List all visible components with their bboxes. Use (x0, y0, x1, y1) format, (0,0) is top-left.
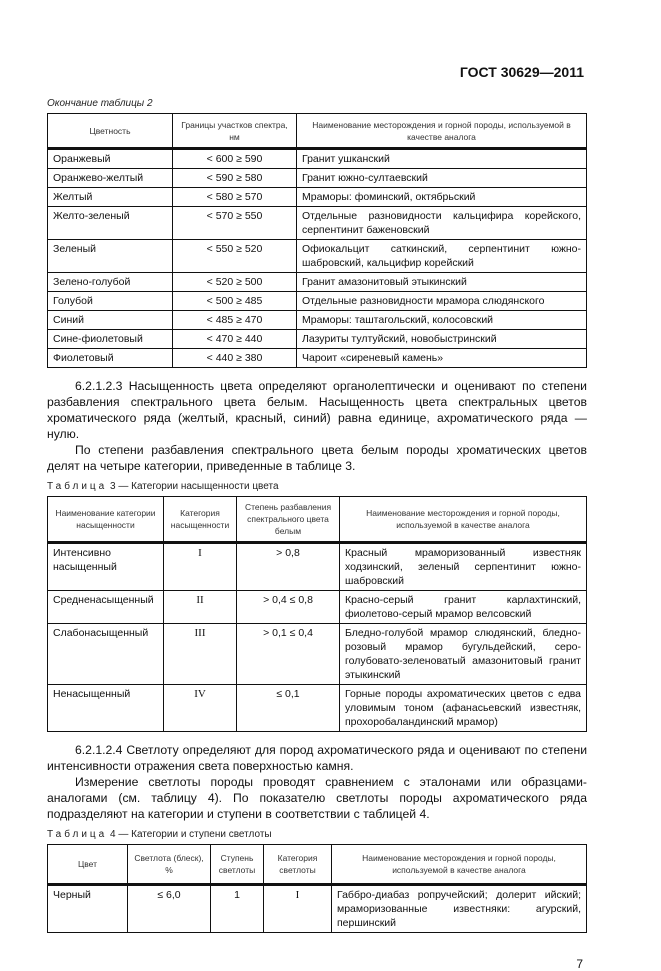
page-number: 7 (576, 957, 583, 971)
table-cell: Черный (48, 885, 128, 933)
table-cell: Желтый (48, 188, 173, 207)
table-cell: Оранжево-желтый (48, 169, 173, 188)
table-row (48, 273, 587, 292)
table-cell: Отдельные разновидности кальцифира корейского, серпентинит баженовский (297, 207, 587, 240)
table-cell: I (164, 543, 237, 591)
table-cell: < 580 ≥ 570 (173, 188, 297, 207)
column-header: Категория светлоты (264, 845, 332, 885)
caption-label: Таблица (47, 829, 108, 840)
paragraph-6-2-1-2-4 (47, 742, 587, 822)
table-cell: Гранит амазонитовый этыкинский (297, 273, 587, 292)
table-cell: < 600 ≥ 590 (173, 149, 297, 169)
table-row (48, 885, 587, 933)
table-row (48, 169, 587, 188)
table-4 (47, 844, 587, 933)
table-cell: < 590 ≥ 580 (173, 169, 297, 188)
table-cell: Чароит «сиреневый камень» (297, 349, 587, 368)
table-2 (47, 113, 587, 368)
table-cell: II (164, 591, 237, 624)
paragraph-6-2-1-2-3 (47, 378, 587, 474)
table-cell: < 570 ≥ 550 (173, 207, 297, 240)
column-header: Наименование месторождения и горной породы, используемой в качестве аналога (297, 114, 587, 149)
table4-caption (47, 828, 587, 841)
table-cell: Бледно-голубой мрамор слюдянский, бледно-розовый мрамор бугульдейский, серо-голубовато-зеленоватый амазонитовый гранит этыкинский (340, 624, 587, 685)
table-cell: < 550 ≥ 520 (173, 240, 297, 273)
caption-text: 4 — Категории и ступени светлоты (110, 829, 272, 840)
table-cell: Оранжевый (48, 149, 173, 169)
table-row (48, 311, 587, 330)
table-row (48, 240, 587, 273)
table-cell: Лазуриты тултуйский, новобыстринский (297, 330, 587, 349)
table-cell: < 500 ≥ 485 (173, 292, 297, 311)
table-cell: Зеленый (48, 240, 173, 273)
paragraph-text: 6.2.1.2.4 Светлоту определяют для пород ахроматического ряда и оценивают по степени интенсивности отражения света поверхностью камня. (47, 743, 587, 773)
table3-caption (47, 480, 587, 493)
paragraph-text: Измерение светлоты породы проводят сравнением с эталонами или образцами-аналогами (см. таблицу 4). По показателю светлоты породы ахроматического ряда подразделяют на категории и ступени в соответствии с таблицей 4. (47, 775, 587, 821)
table-row (48, 330, 587, 349)
table-cell: < 440 ≥ 380 (173, 349, 297, 368)
table-cell: > 0,4 ≤ 0,8 (237, 591, 340, 624)
table-cell: 1 (211, 885, 264, 933)
table-cell: Гранит ушканский (297, 149, 587, 169)
column-header: Светлота (блеск), % (128, 845, 211, 885)
table-cell: Габбро-диабаз ропручейский; долерит ийский; мраморизованные известняки: агурский, першинский (332, 885, 587, 933)
table-cell: Желто-зеленый (48, 207, 173, 240)
caption-text: 3 — Категории насыщенности цвета (110, 481, 279, 492)
table-cell: Горные породы ахроматических цветов с едва уловимым тоном (афанасьевский известняк, прохоробаландинский мрамор) (340, 685, 587, 732)
table-cell: > 0,1 ≤ 0,4 (237, 624, 340, 685)
table-row (48, 207, 587, 240)
table-cell: > 0,8 (237, 543, 340, 591)
column-header: Границы участков спектра, нм (173, 114, 297, 149)
table-cell: Ненасыщенный (48, 685, 164, 732)
document-page (47, 64, 587, 971)
table-cell: Голубой (48, 292, 173, 311)
table-row (48, 149, 587, 169)
table-cell: Зелено-голубой (48, 273, 173, 292)
caption-label: Таблица (47, 481, 108, 492)
table-cell: Красно-серый гранит карлахтинский, фиолетово-серый мрамор велсовский (340, 591, 587, 624)
column-header: Степень разбавления спектрального цвета белым (237, 497, 340, 543)
table-cell: Средненасыщенный (48, 591, 164, 624)
paragraph-text: 6.2.1.2.3 Насыщенность цвета определяют органолептически и оценивают по степени разбавления спектрального цвета белым. Насыщенность цвета спектральных цветов хроматического ряда (желтый, красный, синий) равна единице, ахроматического ряда — нулю. (47, 379, 587, 441)
table-cell: Мраморы: таштагольский, колосовский (297, 311, 587, 330)
table-cell: < 470 ≥ 440 (173, 330, 297, 349)
table-cell: Офиокальцит саткинский, серпентинит южно-шабровский, кальцифир корейский (297, 240, 587, 273)
table-row (48, 188, 587, 207)
table-cell: Слабонасыщенный (48, 624, 164, 685)
table-cell: Интенсивно насыщенный (48, 543, 164, 591)
table-cell: IV (164, 685, 237, 732)
table-3 (47, 496, 587, 732)
column-header: Наименование месторождения и горной породы, используемой в качестве аналога (340, 497, 587, 543)
column-header: Цветность (48, 114, 173, 149)
table-cell: Красный мраморизованный известняк ходзинский, зеленый серпентинит южно-шабровский (340, 543, 587, 591)
table-cell: Синий (48, 311, 173, 330)
table-row (48, 349, 587, 368)
table2-caption: Окончание таблицы 2 (47, 98, 153, 109)
table-cell: < 520 ≥ 500 (173, 273, 297, 292)
table-cell: < 485 ≥ 470 (173, 311, 297, 330)
table-row (48, 685, 587, 732)
table-row (48, 292, 587, 311)
table-cell: Сине-фиолетовый (48, 330, 173, 349)
column-header: Цвет (48, 845, 128, 885)
table-cell: Фиолетовый (48, 349, 173, 368)
table-cell: Мраморы: фоминский, октябрьский (297, 188, 587, 207)
table-cell: ≤ 6,0 (128, 885, 211, 933)
column-header: Категория насыщенности (164, 497, 237, 543)
table-row (48, 591, 587, 624)
column-header: Наименование категории насыщенности (48, 497, 164, 543)
table-row (48, 543, 587, 591)
table-cell: Гранит южно-султаевский (297, 169, 587, 188)
paragraph-text: По степени разбавления спектрального цвета белым породы хроматических цветов делят на четыре категории, приведенные в таблице 3. (47, 443, 587, 473)
table-cell: I (264, 885, 332, 933)
table-cell: III (164, 624, 237, 685)
table-cell: Отдельные разновидности мрамора слюдянского (297, 292, 587, 311)
column-header: Наименование месторождения и горной породы, используемой в качестве аналога (332, 845, 587, 885)
table-row (48, 624, 587, 685)
table-cell: ≤ 0,1 (237, 685, 340, 732)
column-header: Ступень светлоты (211, 845, 264, 885)
document-id: ГОСТ 30629—2011 (459, 64, 584, 80)
